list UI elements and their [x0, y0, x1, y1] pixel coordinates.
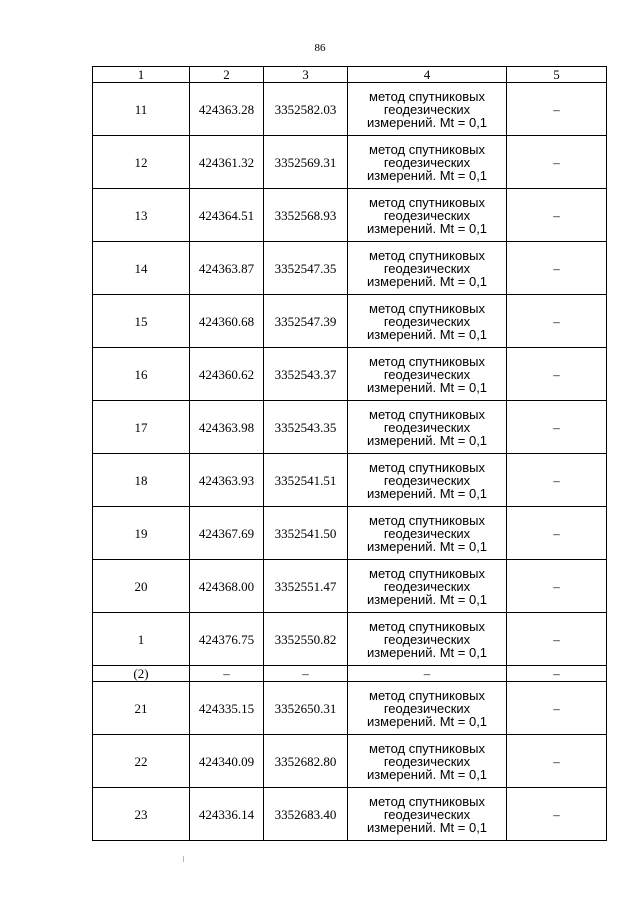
accuracy-cell: – [507, 295, 607, 348]
x-coordinate-cell: 424363.98 [190, 401, 264, 454]
method-cell: метод спутниковых геодезических измерений. Mt = 0,1 [348, 189, 507, 242]
point-number-cell: 23 [93, 788, 190, 841]
point-number-cell: 16 [93, 348, 190, 401]
accuracy-cell: – [507, 560, 607, 613]
point-number-cell: 17 [93, 401, 190, 454]
method-cell: метод спутниковых геодезических измерений. Mt = 0,1 [348, 613, 507, 666]
y-coordinate-cell: 3352582.03 [264, 83, 348, 136]
table-row [93, 401, 607, 454]
method-cell: метод спутниковых геодезических измерений. Mt = 0,1 [348, 560, 507, 613]
method-cell: метод спутниковых геодезических измерений. Mt = 0,1 [348, 348, 507, 401]
table-row [93, 788, 607, 841]
header-cell: 4 [348, 67, 507, 83]
x-coordinate-cell: 424364.51 [190, 189, 264, 242]
x-coordinate-cell: 424335.15 [190, 682, 264, 735]
table-row [93, 348, 607, 401]
method-cell: метод спутниковых геодезических измерений. Mt = 0,1 [348, 507, 507, 560]
x-coordinate-cell: – [190, 666, 264, 682]
table-row [93, 83, 607, 136]
table-row [93, 295, 607, 348]
y-coordinate-cell: 3352568.93 [264, 189, 348, 242]
section-separator-row [93, 666, 607, 682]
x-coordinate-cell: 424376.75 [190, 613, 264, 666]
header-cell: 2 [190, 67, 264, 83]
y-coordinate-cell: 3352541.50 [264, 507, 348, 560]
x-coordinate-cell: 424368.00 [190, 560, 264, 613]
page-number: 86 [314, 42, 326, 54]
point-number-cell: 14 [93, 242, 190, 295]
table-row [93, 560, 607, 613]
y-coordinate-cell: 3352569.31 [264, 136, 348, 189]
point-number-cell: 21 [93, 682, 190, 735]
header-cell: 3 [264, 67, 348, 83]
accuracy-cell: – [507, 454, 607, 507]
x-coordinate-cell: 424360.62 [190, 348, 264, 401]
accuracy-cell: – [507, 136, 607, 189]
y-coordinate-cell: 3352551.47 [264, 560, 348, 613]
coordinates-table [92, 66, 607, 841]
x-coordinate-cell: 424363.28 [190, 83, 264, 136]
accuracy-cell: – [507, 348, 607, 401]
table-row [93, 242, 607, 295]
section-label-cell: (2) [93, 666, 190, 682]
method-cell: метод спутниковых геодезических измерений. Mt = 0,1 [348, 682, 507, 735]
y-coordinate-cell: 3352683.40 [264, 788, 348, 841]
y-coordinate-cell: 3352682.80 [264, 735, 348, 788]
y-coordinate-cell: 3352650.31 [264, 682, 348, 735]
method-cell: метод спутниковых геодезических измерений. Mt = 0,1 [348, 401, 507, 454]
method-cell: метод спутниковых геодезических измерений. Mt = 0,1 [348, 735, 507, 788]
x-coordinate-cell: 424336.14 [190, 788, 264, 841]
accuracy-cell: – [507, 666, 607, 682]
table-row [93, 507, 607, 560]
x-coordinate-cell: 424361.32 [190, 136, 264, 189]
table-row [93, 454, 607, 507]
x-coordinate-cell: 424367.69 [190, 507, 264, 560]
point-number-cell: 22 [93, 735, 190, 788]
point-number-cell: 1 [93, 613, 190, 666]
header-cell: 1 [93, 67, 190, 83]
accuracy-cell: – [507, 189, 607, 242]
table-row [93, 136, 607, 189]
y-coordinate-cell: 3352547.35 [264, 242, 348, 295]
header-cell: 5 [507, 67, 607, 83]
scan-mark [183, 856, 184, 862]
y-coordinate-cell: 3352550.82 [264, 613, 348, 666]
method-cell: метод спутниковых геодезических измерений. Mt = 0,1 [348, 83, 507, 136]
table-row [93, 682, 607, 735]
method-cell: метод спутниковых геодезических измерений. Mt = 0,1 [348, 295, 507, 348]
point-number-cell: 15 [93, 295, 190, 348]
method-cell: метод спутниковых геодезических измерений. Mt = 0,1 [348, 136, 507, 189]
y-coordinate-cell: 3352543.37 [264, 348, 348, 401]
accuracy-cell: – [507, 682, 607, 735]
point-number-cell: 18 [93, 454, 190, 507]
y-coordinate-cell: – [264, 666, 348, 682]
method-cell: метод спутниковых геодезических измерений. Mt = 0,1 [348, 454, 507, 507]
x-coordinate-cell: 424360.68 [190, 295, 264, 348]
x-coordinate-cell: 424363.87 [190, 242, 264, 295]
accuracy-cell: – [507, 242, 607, 295]
accuracy-cell: – [507, 613, 607, 666]
y-coordinate-cell: 3352543.35 [264, 401, 348, 454]
accuracy-cell: – [507, 735, 607, 788]
method-cell: – [348, 666, 507, 682]
point-number-cell: 11 [93, 83, 190, 136]
table-row [93, 613, 607, 666]
x-coordinate-cell: 424340.09 [190, 735, 264, 788]
table-row [93, 735, 607, 788]
method-cell: метод спутниковых геодезических измерений. Mt = 0,1 [348, 788, 507, 841]
x-coordinate-cell: 424363.93 [190, 454, 264, 507]
table-header-row [93, 67, 607, 83]
accuracy-cell: – [507, 401, 607, 454]
coordinates-table-body [93, 67, 607, 841]
table-row [93, 189, 607, 242]
accuracy-cell: – [507, 507, 607, 560]
accuracy-cell: – [507, 83, 607, 136]
point-number-cell: 19 [93, 507, 190, 560]
point-number-cell: 20 [93, 560, 190, 613]
y-coordinate-cell: 3352547.39 [264, 295, 348, 348]
point-number-cell: 12 [93, 136, 190, 189]
accuracy-cell: – [507, 788, 607, 841]
y-coordinate-cell: 3352541.51 [264, 454, 348, 507]
method-cell: метод спутниковых геодезических измерений. Mt = 0,1 [348, 242, 507, 295]
point-number-cell: 13 [93, 189, 190, 242]
